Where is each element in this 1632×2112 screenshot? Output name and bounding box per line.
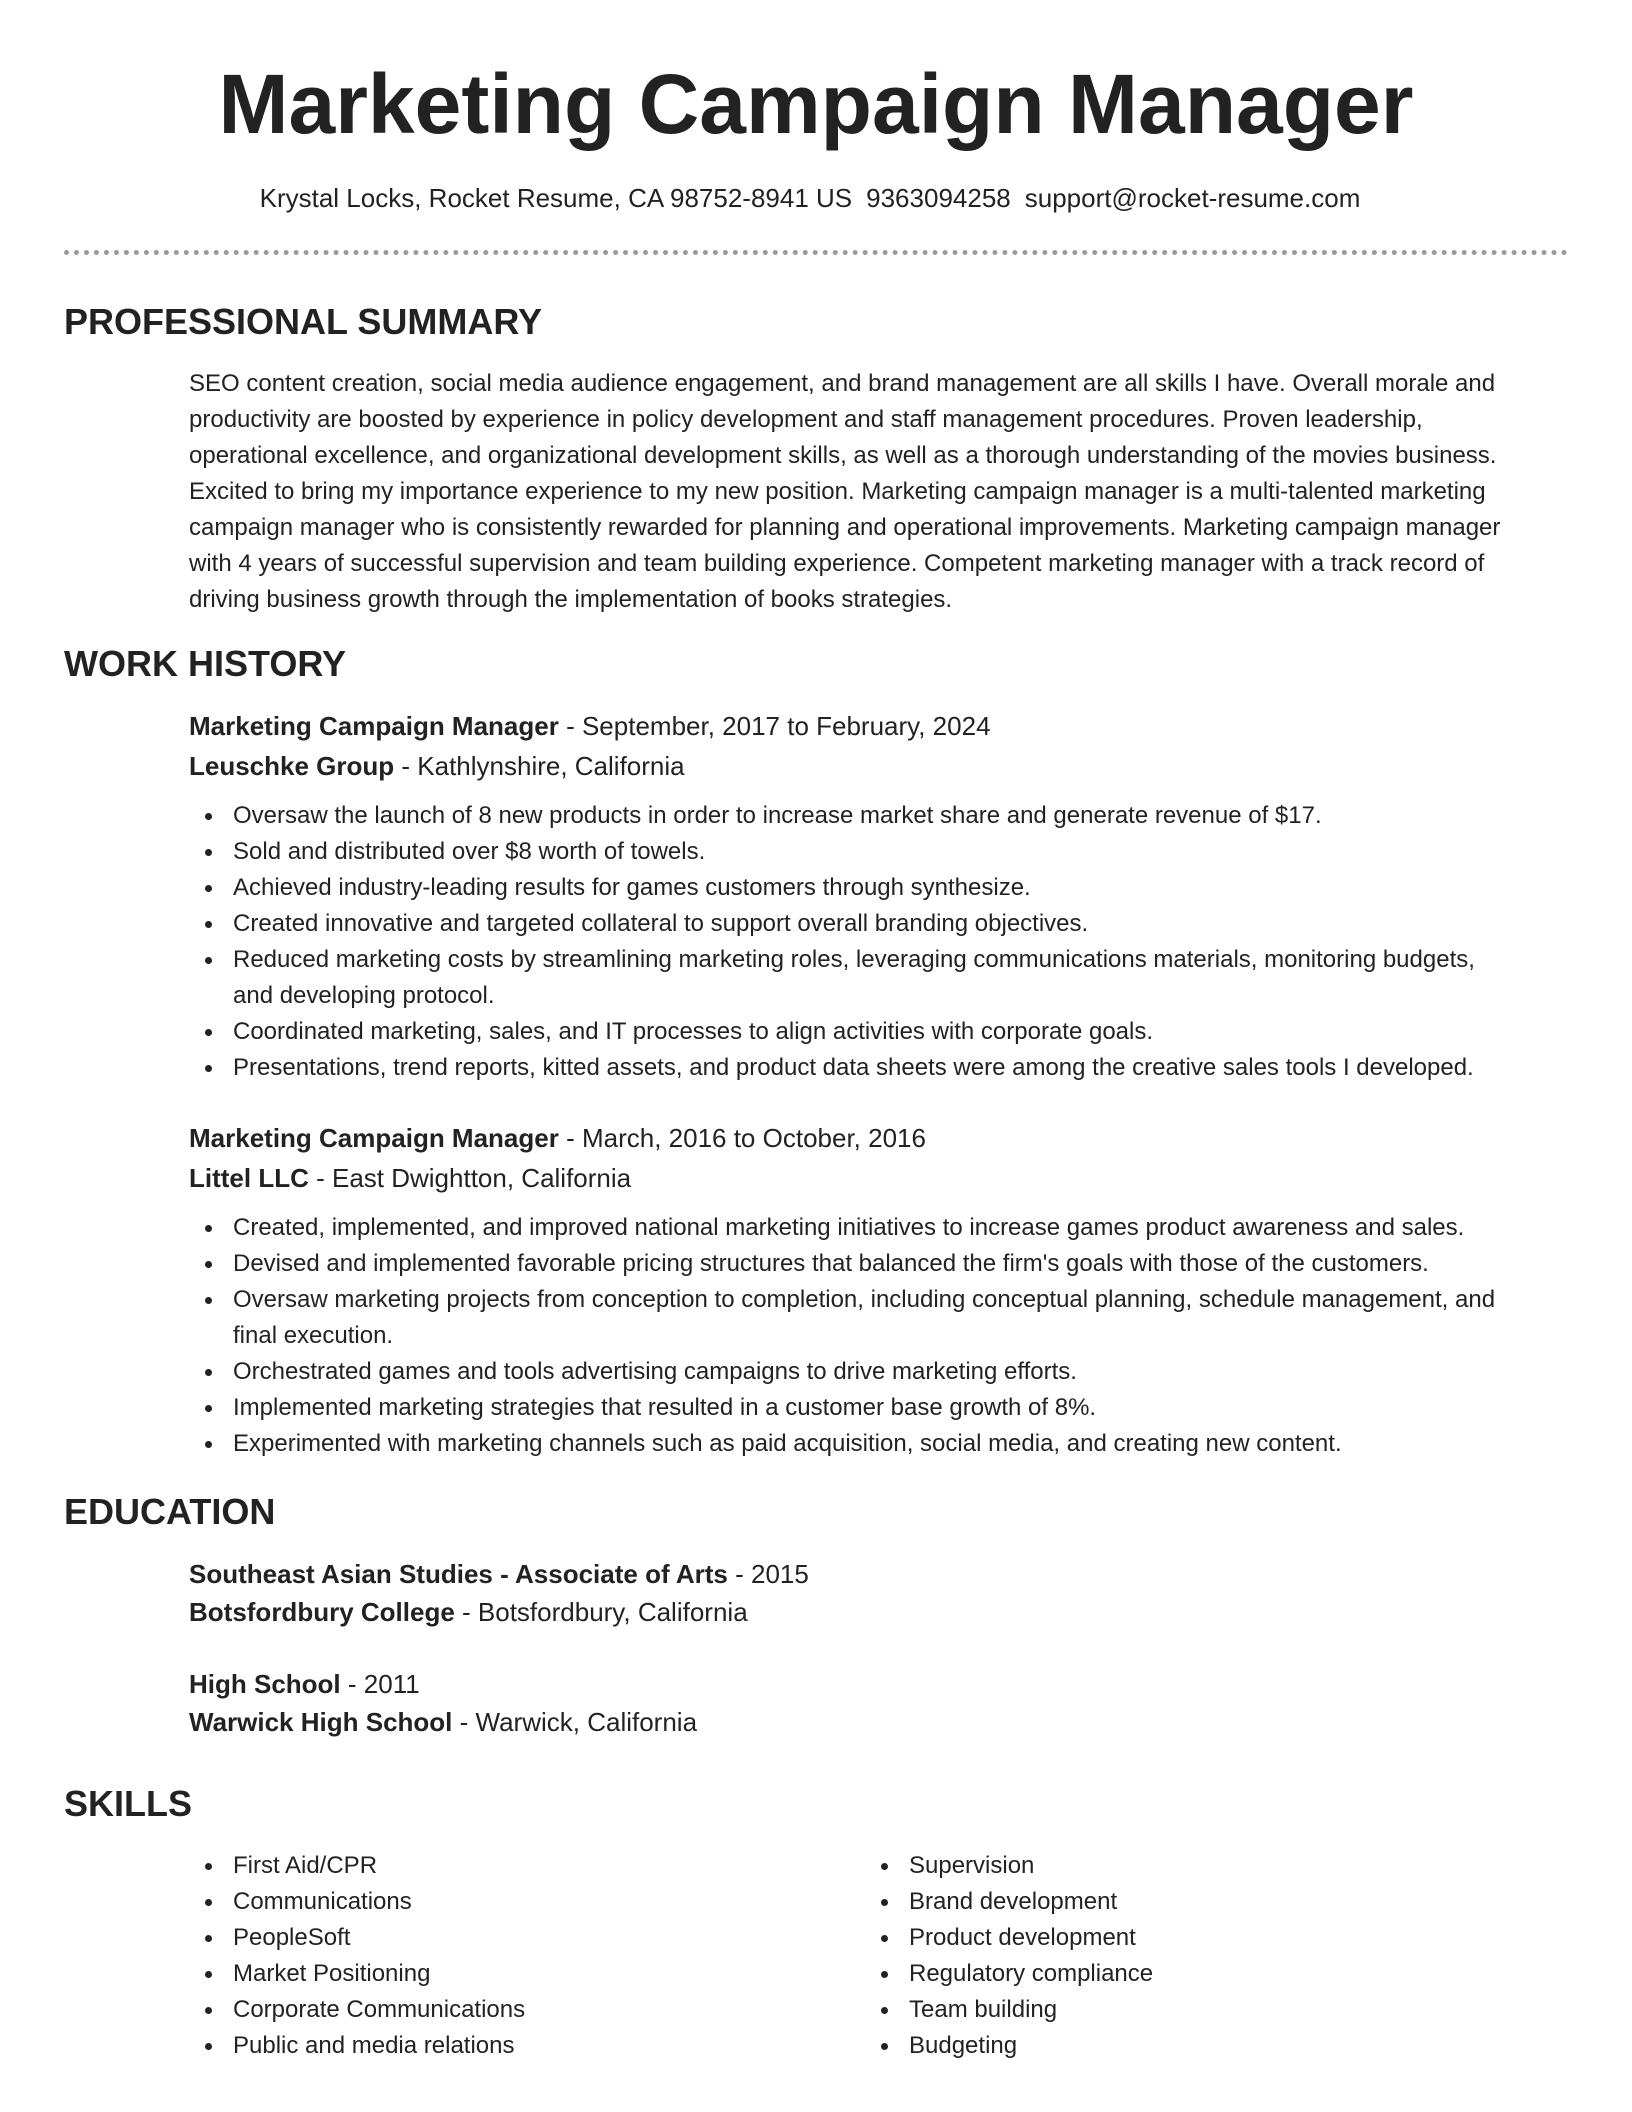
education-degree-line (189, 1666, 420, 1702)
summary-line: SEO content creation, social media audience engagement, and brand management are all skills I have. Overall morale and (189, 370, 1496, 397)
skill-item: First Aid/CPR (189, 1848, 525, 1884)
job-bullet-text: Orchestrated games and tools advertising campaigns to drive marketing efforts. (233, 1358, 1077, 1385)
education-location: - Botsfordbury, California (454, 1597, 748, 1627)
summary-line: operational excellence, and organizational development skills, as well as a thorough understanding of the movies business. (189, 442, 1497, 469)
job-bullet (189, 1282, 1569, 1354)
summary-text (189, 366, 1569, 618)
work-history-heading: WORK HISTORY (64, 643, 347, 684)
education-year: - 2015 (727, 1559, 809, 1589)
education-degree: Southeast Asian Studies - Associate of Arts (189, 1559, 728, 1589)
job-bullet-text: Created, implemented, and improved national marketing initiatives to increase games product awareness and sales. (233, 1214, 1465, 1241)
job-bullet-text: Oversaw marketing projects from conception to completion, including conceptual planning, schedule management, and (233, 1286, 1496, 1313)
job-company: Leuschke Group (189, 751, 395, 781)
skill-item: Corporate Communications (189, 1992, 525, 2028)
contact-phone: 9363094258 (866, 183, 1011, 213)
job-bullet (189, 870, 1569, 906)
summary-line: with 4 years of successful supervision and team building experience. Competent marketing manager with a track record of (189, 550, 1485, 577)
summary-heading: PROFESSIONAL SUMMARY (64, 301, 543, 342)
skill-item: Communications (189, 1884, 525, 1920)
job-bullet-text: Oversaw the launch of 8 new products in order to increase market share and generate revenue of $17. (233, 802, 1322, 829)
skills-heading: SKILLS (64, 1783, 193, 1824)
job-bullet (189, 1390, 1569, 1426)
job-bullet-text: Achieved industry-leading results for games customers through synthesize. (233, 874, 1031, 901)
job-title: Marketing Campaign Manager (189, 711, 559, 741)
job-bullet-text: Created innovative and targeted collateral to support overall branding objectives. (233, 910, 1089, 937)
skill-item: Market Positioning (189, 1956, 525, 1992)
job-bullet (189, 1426, 1569, 1462)
education-school: Warwick High School (189, 1707, 453, 1737)
header-divider (64, 250, 1568, 255)
skill-item: Brand development (865, 1884, 1153, 1920)
job-location: - East Dwightton, California (308, 1163, 632, 1193)
job-bullet-text: Reduced marketing costs by streamlining marketing roles, leveraging communications materials, monitoring budgets, (233, 946, 1475, 973)
job-bullet (189, 834, 1569, 870)
education-location: - Warwick, California (452, 1707, 698, 1737)
job-bullet (189, 1050, 1569, 1086)
job-bullet (189, 1246, 1569, 1282)
skill-item: Public and media relations (189, 2028, 525, 2064)
job-bullet-text: Presentations, trend reports, kitted assets, and product data sheets were among the creative sales tools I developed. (233, 1054, 1474, 1081)
contact-email: support@rocket-resume.com (1024, 183, 1361, 213)
job-title-line (189, 1120, 926, 1156)
resume-title: Marketing Campaign Manager (218, 57, 1414, 151)
job-bullet (189, 942, 1569, 1014)
job-title: Marketing Campaign Manager (189, 1123, 559, 1153)
summary-line: driving business growth through the implementation of books strategies. (189, 586, 953, 613)
skill-item: PeopleSoft (189, 1920, 525, 1956)
job-company: Littel LLC (189, 1163, 309, 1193)
education-degree-line (189, 1556, 809, 1592)
education-degree: High School (189, 1669, 341, 1699)
job-bullet-text: and developing protocol. (233, 982, 495, 1009)
education-year: - 2011 (340, 1669, 420, 1699)
job-dates: - March, 2016 to October, 2016 (558, 1123, 926, 1153)
job-bullet (189, 1210, 1569, 1246)
contact-line (0, 180, 1620, 216)
job-bullets (189, 798, 1569, 1086)
job-company-line (189, 748, 685, 784)
job-bullet-text: Coordinated marketing, sales, and IT processes to align activities with corporate goals. (233, 1018, 1154, 1045)
job-location: - Kathlynshire, California (394, 751, 685, 781)
skill-item: Regulatory compliance (865, 1956, 1153, 1992)
skills-list-right (865, 1848, 1153, 2064)
job-bullet-text: Sold and distributed over $8 worth of towels. (233, 838, 706, 865)
job-bullet-text: Implemented marketing strategies that resulted in a customer base growth of 8%. (233, 1394, 1097, 1421)
job-bullet (189, 1354, 1569, 1390)
job-bullet (189, 798, 1569, 834)
skills-list-left (189, 1848, 525, 2064)
job-dates: - September, 2017 to February, 2024 (558, 711, 991, 741)
education-heading: EDUCATION (64, 1491, 276, 1532)
job-bullet (189, 906, 1569, 942)
summary-line: Excited to bring my importance experience to my new position. Marketing campaign manager is a multi-talented marketing (189, 478, 1486, 505)
job-bullet-text: Experimented with marketing channels such as paid acquisition, social media, and creating new content. (233, 1430, 1342, 1457)
job-bullets (189, 1210, 1569, 1462)
job-bullet (189, 1014, 1569, 1050)
job-bullet-text: final execution. (233, 1322, 394, 1349)
job-company-line (189, 1160, 631, 1196)
education-school: Botsfordbury College (189, 1597, 455, 1627)
education-school-line (189, 1704, 697, 1740)
summary-line: campaign manager who is consistently rewarded for planning and operational improvements. Marketing campaign manager (189, 514, 1501, 541)
skill-item: Budgeting (865, 2028, 1153, 2064)
summary-line: productivity are boosted by experience in policy development and staff management procedures. Proven leadership, (189, 406, 1423, 433)
skill-item: Team building (865, 1992, 1153, 2028)
job-bullet-text: Devised and implemented favorable pricing structures that balanced the firm's goals with those of the customers. (233, 1250, 1429, 1277)
job-title-line (189, 708, 991, 744)
skill-item: Supervision (865, 1848, 1153, 1884)
education-school-line (189, 1594, 748, 1630)
contact-address: Krystal Locks, Rocket Resume, CA 98752-8941 US (259, 183, 853, 213)
skill-item: Product development (865, 1920, 1153, 1956)
